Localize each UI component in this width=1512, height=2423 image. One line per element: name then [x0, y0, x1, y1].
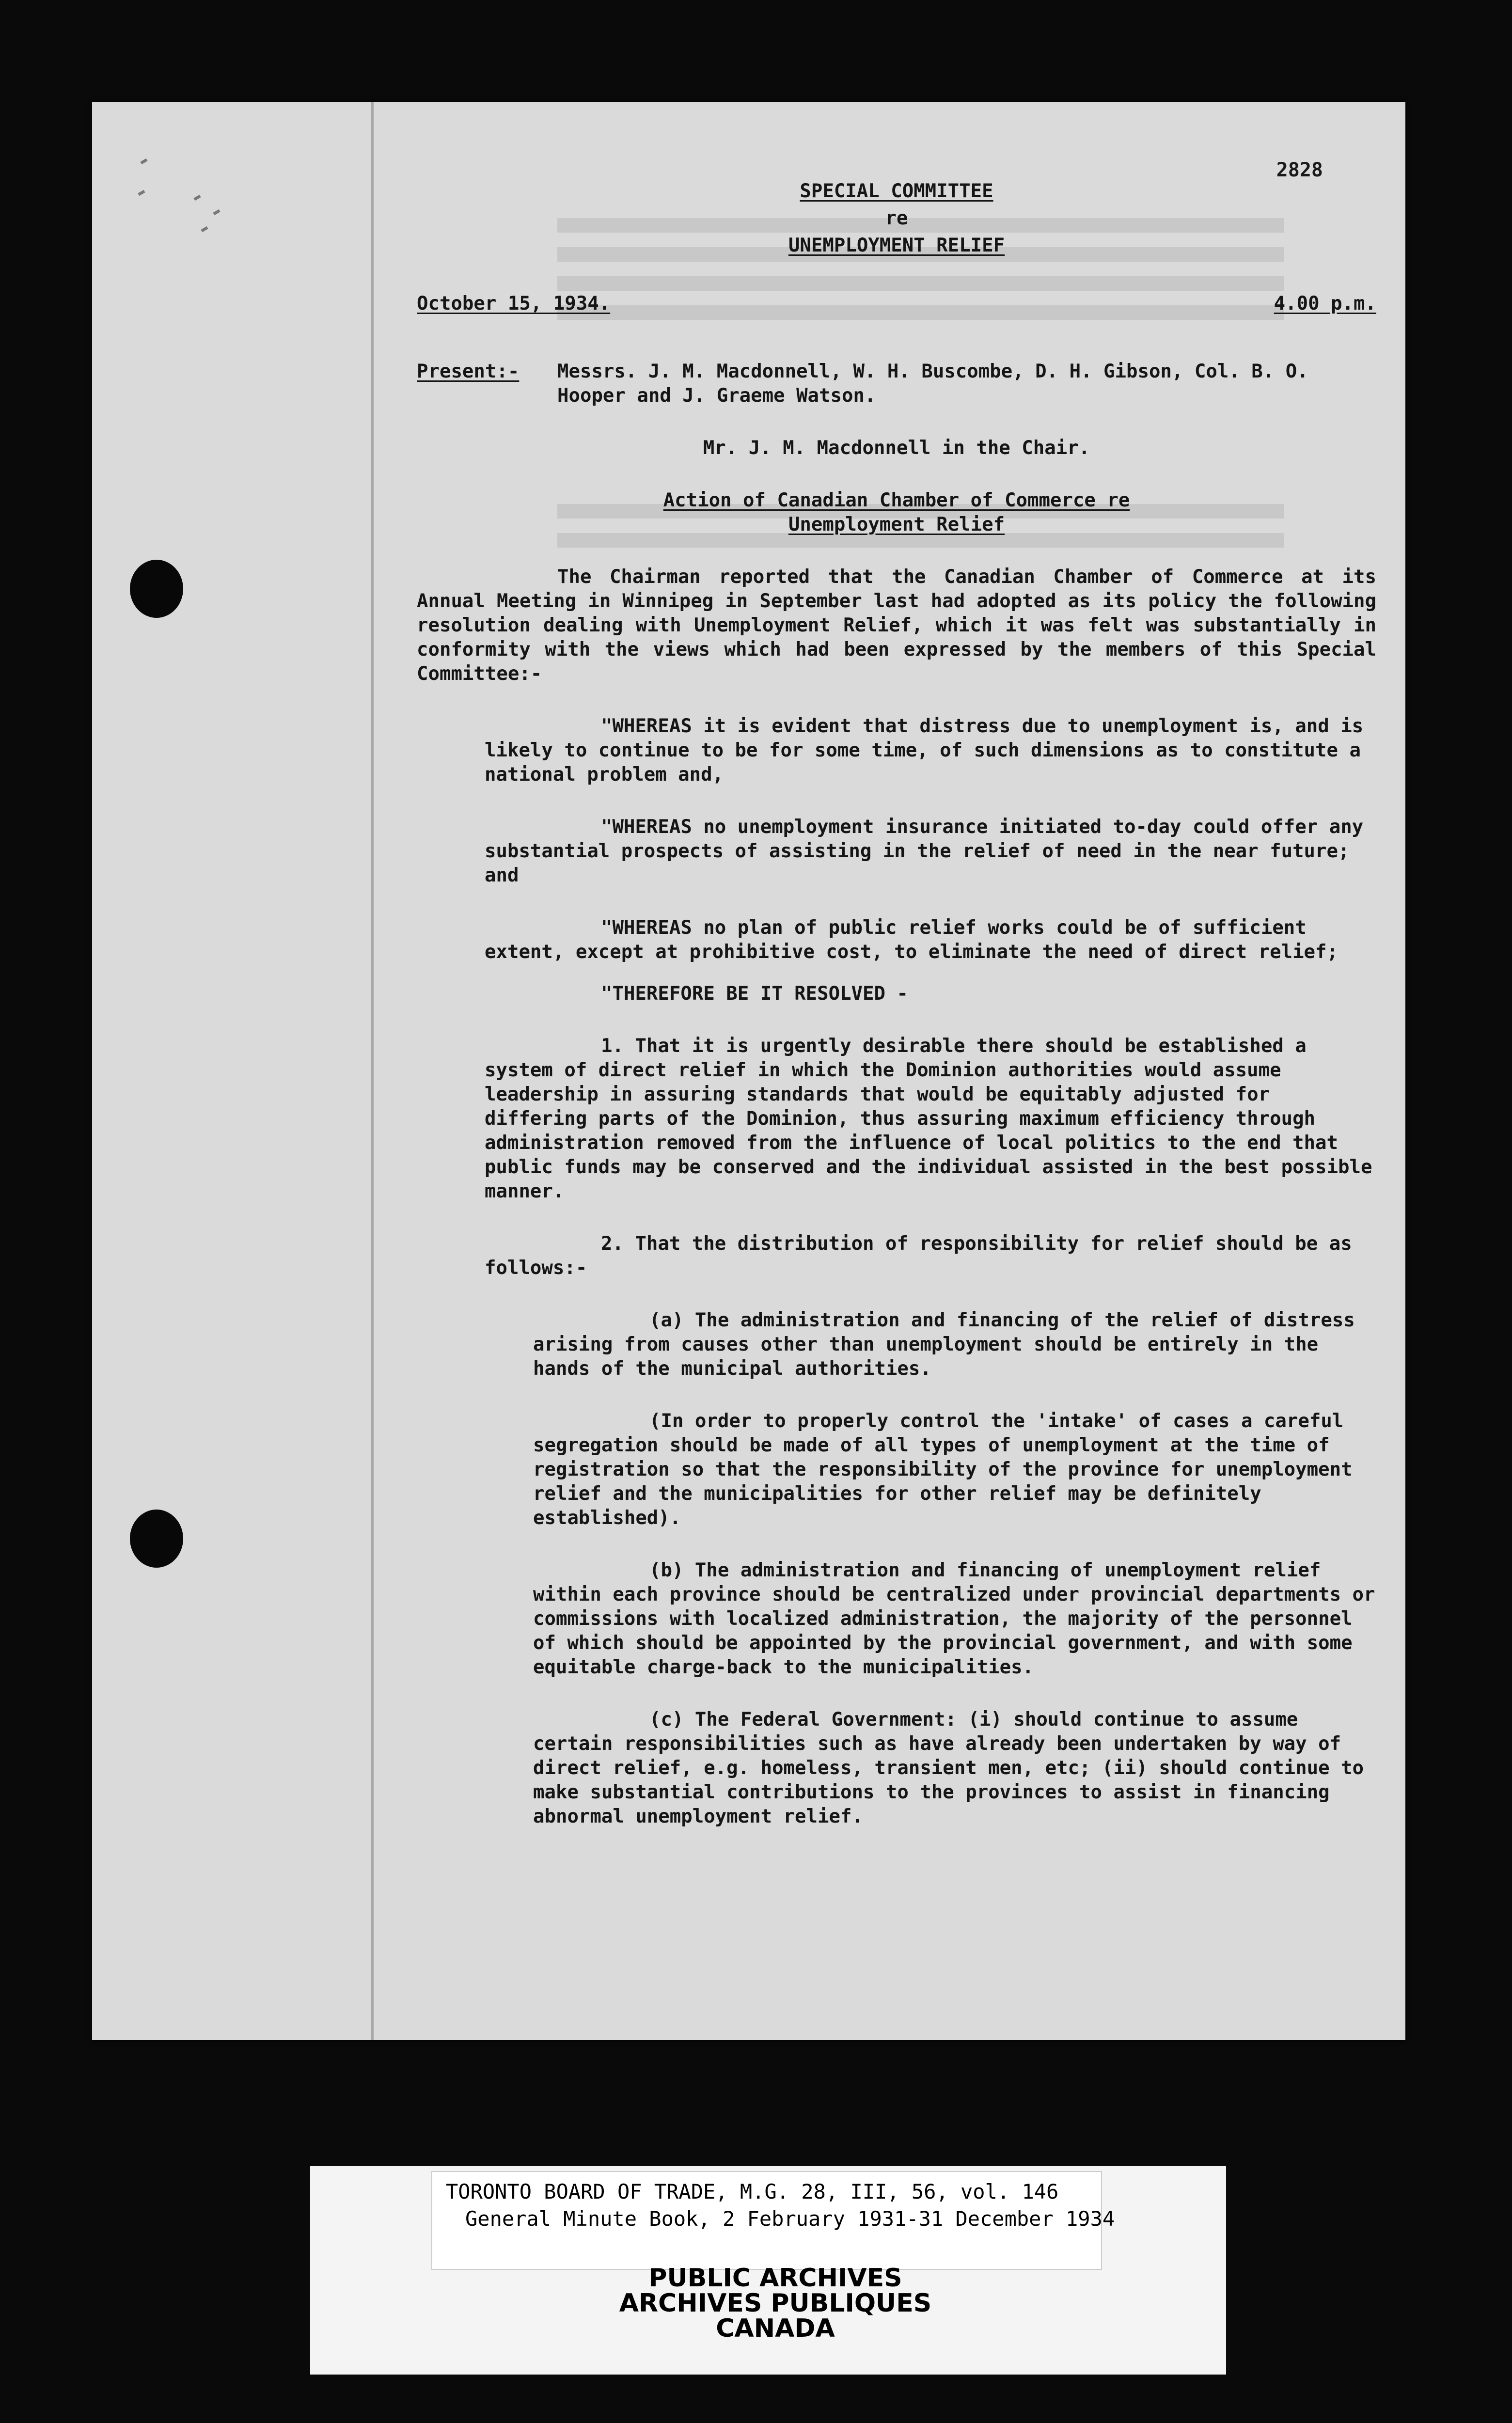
- ink-mark: [138, 190, 145, 196]
- archive-label-line2: General Minute Book, 2 February 1931-31 December 1934: [465, 2207, 1115, 2231]
- present-names: Messrs. J. M. Macdonnell, W. H. Buscombe, D. H. Gibson, Col. B. O. Hooper and J. Graeme Watson.: [557, 361, 1308, 407]
- binder-hole-top: [130, 560, 183, 618]
- resolution-item-c: (c) The Federal Government: (i) should continue to assume certain responsibilities such as have already been undertaken by way of direct relief, e.g. homeless, transient men, etc; (ii) should continue to make substantial contributions to the provinces to assist in financing abnormal unemployment relief.: [533, 1709, 1364, 1827]
- archives-stamp-line1: PUBLIC ARCHIVES: [648, 2264, 902, 2293]
- meeting-date: October 15, 1934.: [417, 293, 611, 315]
- document-page: [92, 102, 1405, 2040]
- ink-mark: [140, 158, 147, 164]
- resolution-item-a: (a) The administration and financing of the relief of distress arising from causes other than unemployment should be entirely in the hands of the municipal authorities.: [533, 1309, 1355, 1380]
- committee-title-text: SPECIAL COMMITTEE: [800, 180, 993, 202]
- ink-mark: [193, 195, 201, 201]
- committee-title: [417, 179, 1376, 204]
- whereas-clause-2: "WHEREAS no unemployment insurance initiated to-day could offer any substantial prospects of assisting in the relief of need in the near future; and: [485, 816, 1364, 886]
- section-title: [417, 488, 1376, 537]
- present-label: Present:-: [417, 361, 520, 382]
- resolution-item-2: 2. That the distribution of responsibility for relief should be as follows:-: [485, 1233, 1352, 1279]
- archive-label-line1: TORONTO BOARD OF TRADE, M.G. 28, III, 56, vol. 146: [446, 2180, 1059, 2203]
- resolution-item-1: 1. That it is urgently desirable there should be established a system of direct relief in which the Dominion authorities would assume leadership in assuring standards that would be equitably adjusted for differing parts of the Dominion, thus assuring maximum efficiency through administration removed from the influence of local politics to the end that public funds may be conserved and the individual assisted in the best possible manner.: [485, 1035, 1372, 1202]
- resolution-item-b: (b) The administration and financing of unemployment relief within each province should be centralized under provincial departments or commissions with localized administration, the majority of the personnel of which should be appointed by the provincial government, and with some equitable charge-back to the municipalities.: [533, 1559, 1375, 1678]
- date-row: [417, 292, 1376, 316]
- margin-line: [371, 102, 374, 2040]
- ink-mark: [213, 209, 220, 215]
- whereas-clause-3: "WHEREAS no plan of public relief works could be of sufficient extent, except at prohibitive cost, to eliminate the need of direct relief;: [485, 917, 1338, 963]
- re-label: re: [885, 207, 908, 229]
- archives-stamp: [557, 2266, 993, 2341]
- section-title-line1: Action of Canadian Chamber of Commerce re: [663, 489, 1130, 511]
- committee-subject: [417, 234, 1376, 258]
- meeting-time: 4.00 p.m.: [1274, 293, 1376, 315]
- attendance: [417, 360, 1376, 408]
- committee-subject-text: UNEMPLOYMENT RELIEF: [788, 235, 1005, 256]
- chair-line: Mr. J. M. Macdonnell in the Chair.: [703, 437, 1090, 459]
- ink-mark: [201, 226, 208, 232]
- binder-hole-bottom: [130, 1510, 183, 1568]
- archives-stamp-line2: ARCHIVES PUBLIQUES: [619, 2289, 932, 2318]
- archives-stamp-line3: CANADA: [716, 2314, 835, 2343]
- whereas-clause-1: "WHEREAS it is evident that distress due to unemployment is, and is likely to continue to be for some time, of such dimensions as to constitute a national problem and,: [485, 715, 1364, 786]
- intro-paragraph: The Chairman reported that the Canadian Chamber of Commerce at its Annual Meeting in Winnipeg in September last had adopted as its policy the following resolution dealing with Unemployment Relief, which it was felt was substantially in conformity with the views which had been expressed by the members of this Special Committee:-: [417, 566, 1376, 685]
- page-number: 2828: [1276, 159, 1323, 181]
- archive-label-text: [446, 2178, 1115, 2233]
- section-title-line2: Unemployment Relief: [788, 514, 1005, 535]
- resolved-heading: "THEREFORE BE IT RESOLVED -: [601, 983, 908, 1005]
- minutes-body: [417, 179, 1376, 1829]
- resolution-item-a-note: (In order to properly control the 'intake' of cases a careful segregation should be made of all types of unemployment at the time of registration so that the responsibility of the province for unemployment relief and the municipalities for other relief may be definitely established).: [533, 1410, 1353, 1529]
